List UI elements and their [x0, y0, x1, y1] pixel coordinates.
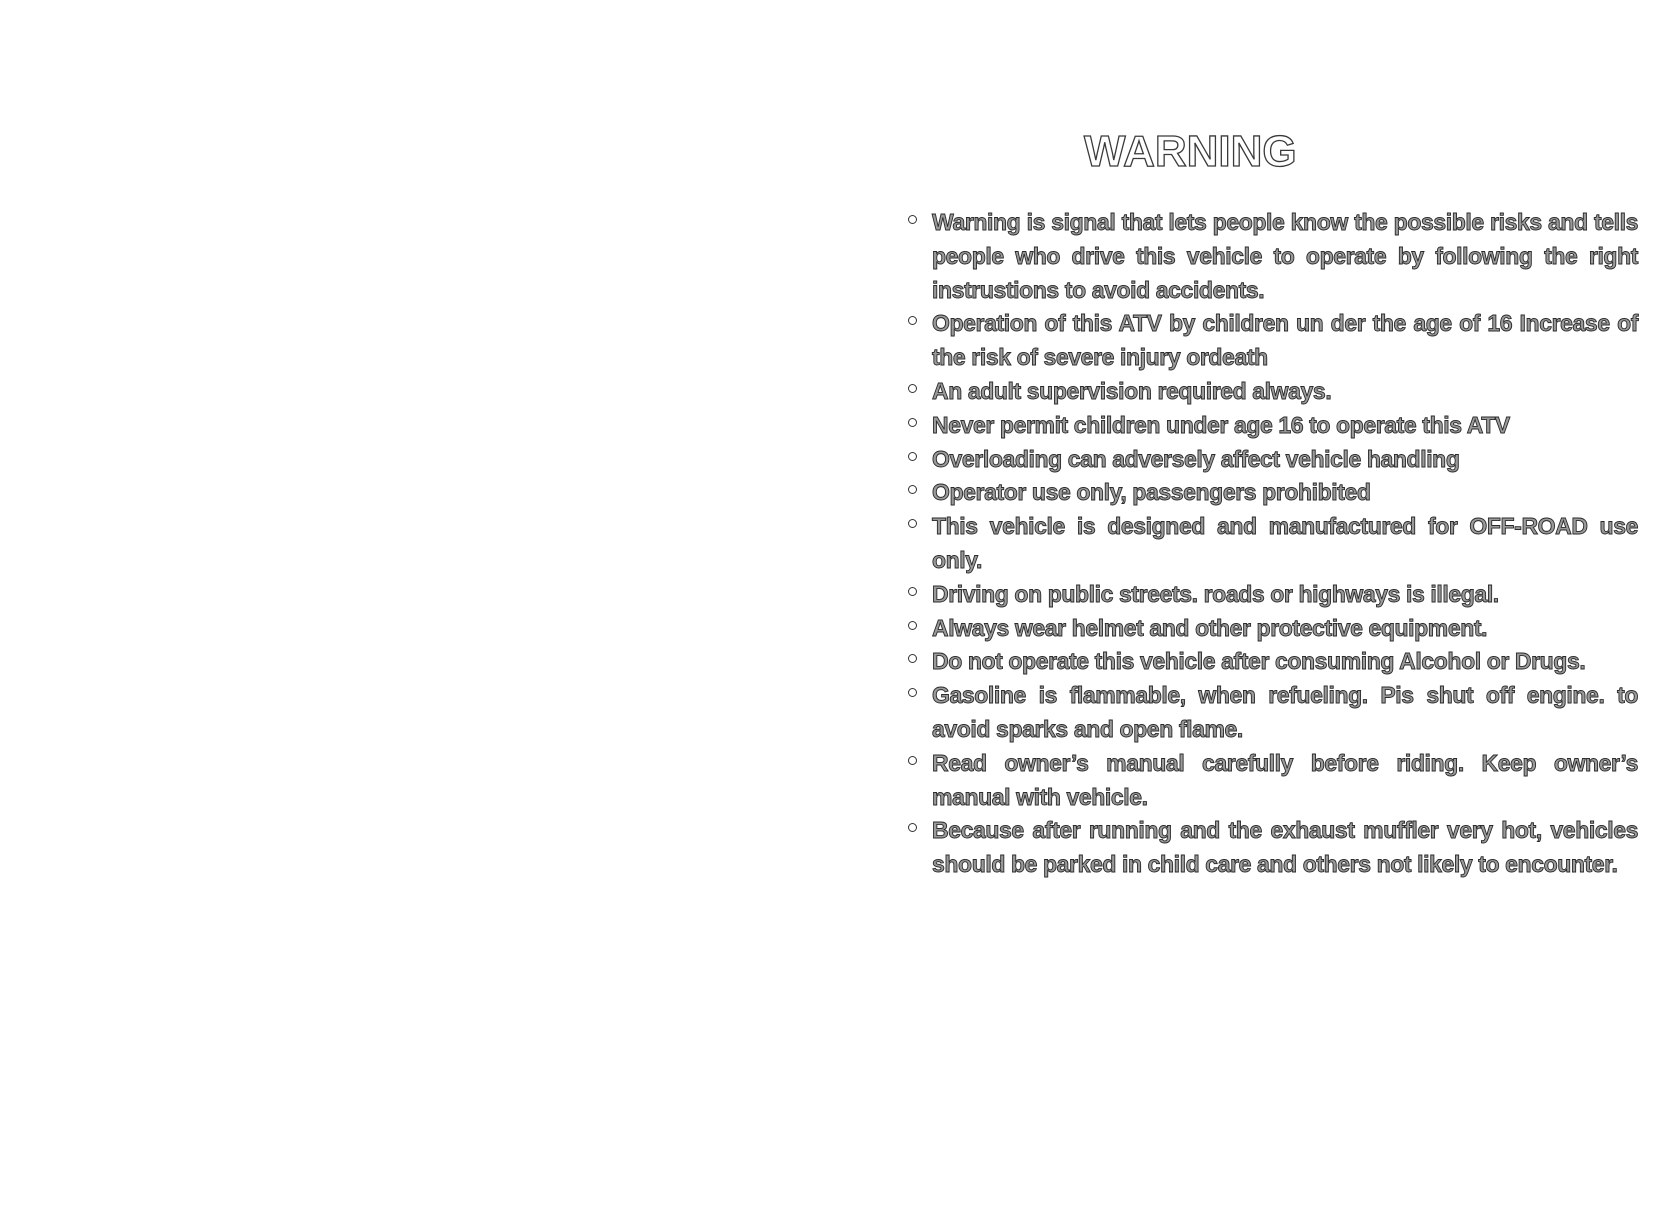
- list-item: [932, 476, 1638, 510]
- warning-list: [932, 206, 1638, 882]
- list-item-text: Always wear helmet and other protective equipment.: [932, 614, 1488, 641]
- list-item-text: Read owner’s manual carefully before riding. Keep owner’s manual with vehicle.: [932, 749, 1638, 810]
- circle-bullet-icon: [908, 621, 917, 630]
- list-item-text: Driving on public streets. roads or highways is illegal.: [932, 580, 1499, 607]
- list-item-text: Operation of this ATV by children un der the age of 16 Increase of the risk of severe injury ordeath: [932, 310, 1638, 371]
- circle-bullet-icon: [908, 418, 917, 427]
- list-item: [932, 679, 1638, 747]
- circle-bullet-icon: [908, 823, 917, 832]
- list-item: [932, 375, 1638, 409]
- list-item: [932, 409, 1638, 443]
- circle-bullet-icon: [908, 688, 917, 697]
- list-item: [932, 578, 1638, 612]
- list-item-text: Because after running and the exhaust muffler very hot, vehicles should be parked in child care and others not likely to encounter.: [932, 817, 1638, 878]
- list-item: [932, 612, 1638, 646]
- circle-bullet-icon: [908, 654, 917, 663]
- circle-bullet-icon: [908, 756, 917, 765]
- circle-bullet-icon: [908, 215, 917, 224]
- list-item: [932, 307, 1638, 375]
- list-item: [932, 645, 1638, 679]
- list-item-text: Operator use only, passengers prohibited: [932, 479, 1371, 506]
- circle-bullet-icon: [908, 519, 917, 528]
- list-item-text: Gasoline is flammable, when refueling. Pis shut off engine. to avoid sparks and open flame.: [932, 682, 1638, 742]
- list-item: [932, 814, 1638, 882]
- list-item: [932, 206, 1638, 307]
- warning-title: WARNING: [1084, 127, 1297, 176]
- circle-bullet-icon: [908, 485, 917, 494]
- list-item-text: Warning is signal that lets people know the possible risks and tells people who drive this vehicle to operate by following the right instrustions to avoid accidents.: [932, 209, 1638, 303]
- list-item: [932, 510, 1638, 578]
- list-item-text: This vehicle is designed and manufactured for OFF-ROAD use only.: [932, 513, 1638, 573]
- list-item-text: Do not operate this vehicle after consuming Alcohol or Drugs.: [932, 648, 1586, 675]
- list-item: [932, 747, 1638, 815]
- right-page: [839, 0, 1678, 1225]
- list-item-text: Overloading can adversely affect vehicle handling: [932, 445, 1460, 472]
- list-item: [932, 443, 1638, 477]
- list-item-text: Never permit children under age 16 to operate this ATV: [932, 411, 1510, 438]
- circle-bullet-icon: [908, 452, 917, 461]
- circle-bullet-icon: [908, 316, 917, 325]
- list-item-text: An adult supervision required always.: [932, 377, 1332, 404]
- circle-bullet-icon: [908, 587, 917, 596]
- circle-bullet-icon: [908, 384, 917, 393]
